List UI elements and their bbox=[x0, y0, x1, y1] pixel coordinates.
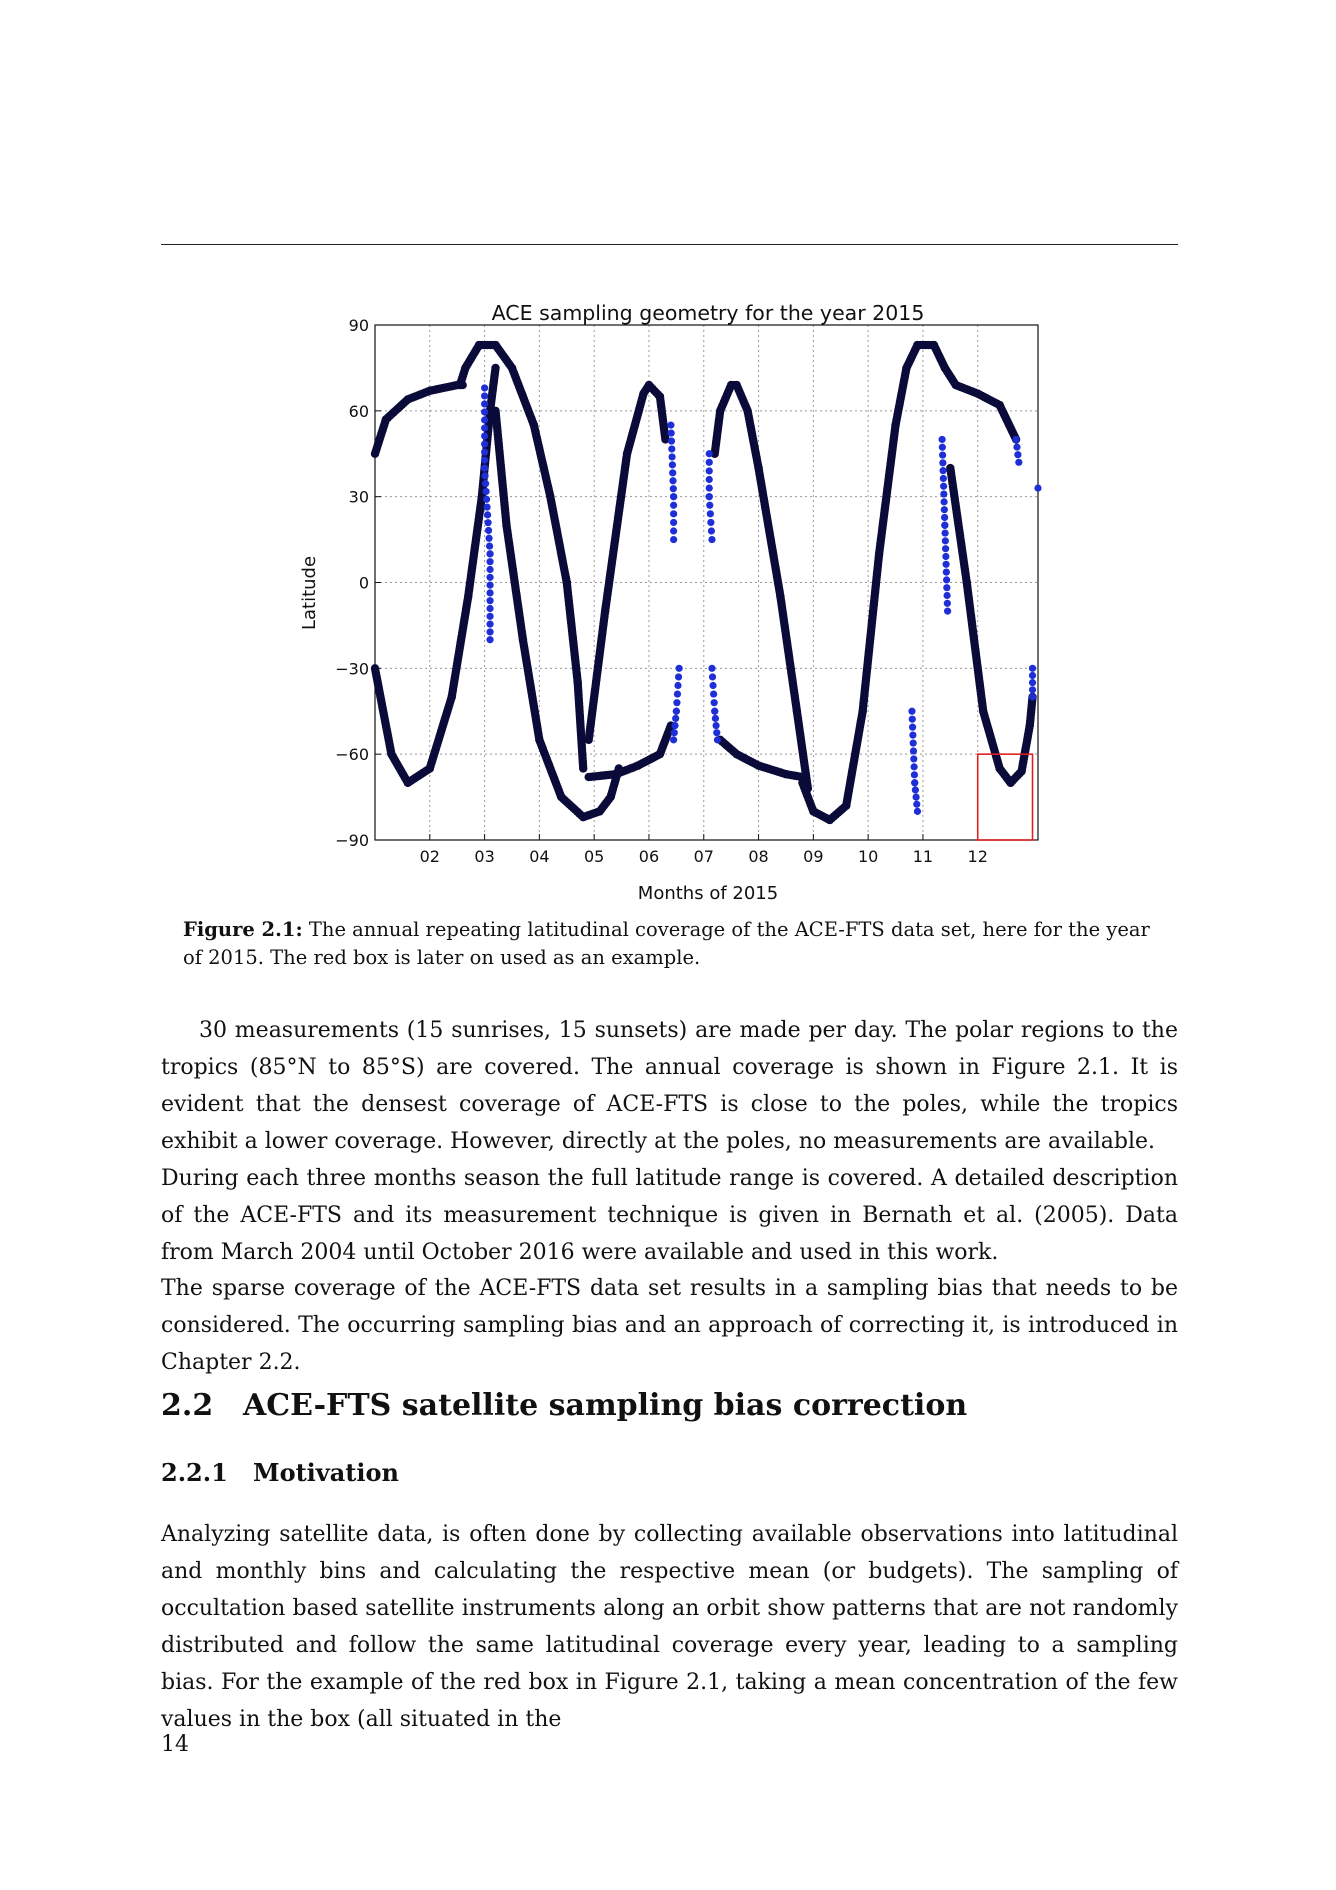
sparse-data-point bbox=[912, 786, 919, 793]
x-tick-label: 09 bbox=[803, 847, 824, 866]
sparse-data-point bbox=[911, 771, 918, 778]
sparse-data-point bbox=[706, 484, 713, 491]
sparse-data-point bbox=[714, 736, 721, 743]
sparse-data-point bbox=[669, 461, 676, 468]
subsection-heading bbox=[161, 1458, 399, 1487]
sparse-data-point bbox=[670, 519, 677, 526]
sparse-data-point bbox=[942, 561, 949, 568]
data-point bbox=[491, 364, 499, 372]
sparse-data-point bbox=[486, 589, 493, 596]
sparse-data-point bbox=[939, 459, 946, 466]
sparse-data-point bbox=[486, 628, 493, 635]
sparse-data-point bbox=[913, 801, 920, 808]
sparse-data-point bbox=[484, 511, 491, 518]
sparse-data-point bbox=[669, 453, 676, 460]
sparse-data-point bbox=[711, 699, 718, 706]
paragraph-sparse-coverage: The sparse coverage of the ACE-FTS data set results in a sampling bias that needs to be considered. The occurring sampling bias and an approach of correcting it, is introduced in Chapter 2.2. bbox=[161, 1276, 1178, 1375]
sparse-data-point bbox=[481, 440, 488, 447]
x-tick-label: 11 bbox=[912, 847, 934, 866]
sparse-data-point bbox=[942, 537, 949, 544]
sparse-data-point bbox=[712, 722, 719, 729]
sparse-data-point bbox=[1013, 443, 1020, 450]
sparse-data-point bbox=[670, 502, 677, 509]
sparse-data-point bbox=[486, 636, 493, 643]
sparse-data-point bbox=[668, 429, 675, 436]
x-tick-label: 08 bbox=[748, 847, 769, 866]
sparse-data-point bbox=[481, 424, 488, 431]
sparse-data-point bbox=[709, 682, 716, 689]
sparse-data-point bbox=[912, 793, 919, 800]
sparse-data-point bbox=[943, 584, 950, 591]
x-tick-label: 04 bbox=[529, 847, 550, 866]
chart-title: ACE sampling geometry for the year 2015 bbox=[491, 301, 925, 325]
sparse-data-point bbox=[940, 483, 947, 490]
sparse-data-point bbox=[910, 755, 917, 762]
section-heading bbox=[161, 1388, 967, 1423]
sparse-data-point bbox=[669, 477, 676, 484]
sparse-data-point bbox=[486, 550, 493, 557]
sparse-data-point bbox=[674, 690, 681, 697]
sparse-data-point bbox=[910, 739, 917, 746]
sparse-data-point bbox=[670, 510, 677, 517]
sparse-data-point bbox=[484, 519, 491, 526]
figure-2-1-chart bbox=[0, 0, 1336, 900]
sparse-data-point bbox=[943, 592, 950, 599]
sparse-data-point bbox=[940, 467, 947, 474]
paragraph-seasons: During each three months season the full latitude range is covered. A detailed description of the ACE-FTS and its measurement technique is given in Bernath et al. (2005). Data from March 2004 until October 2016 were available and used in this work. bbox=[161, 1166, 1178, 1265]
sparse-data-point bbox=[708, 665, 715, 672]
section-title: ACE-FTS satellite sampling bias correction bbox=[243, 1388, 968, 1423]
sparse-data-point bbox=[707, 519, 714, 526]
sparse-data-point bbox=[481, 464, 488, 471]
sparse-data-point bbox=[481, 432, 488, 439]
sparse-data-point bbox=[481, 448, 488, 455]
sparse-data-point bbox=[669, 469, 676, 476]
figure-caption bbox=[183, 916, 1155, 972]
sparse-data-point bbox=[944, 600, 951, 607]
sparse-data-point bbox=[672, 715, 679, 722]
x-tick-label: 07 bbox=[693, 847, 714, 866]
sparse-data-point bbox=[486, 605, 493, 612]
sparse-data-point bbox=[942, 529, 949, 536]
sparse-data-point bbox=[940, 490, 947, 497]
data-point bbox=[579, 764, 587, 772]
y-tick-label: 30 bbox=[348, 487, 369, 507]
sparse-data-point bbox=[941, 514, 948, 521]
sparse-data-point bbox=[911, 779, 918, 786]
sparse-data-point bbox=[941, 506, 948, 513]
sparse-data-point bbox=[482, 488, 489, 495]
sparse-data-point bbox=[485, 527, 492, 534]
sparse-data-point bbox=[481, 472, 488, 479]
sparse-data-point bbox=[486, 621, 493, 628]
sparse-data-point bbox=[676, 665, 683, 672]
sparse-data-point bbox=[942, 545, 949, 552]
sparse-data-point bbox=[670, 485, 677, 492]
sparse-data-point bbox=[1029, 665, 1036, 672]
y-tick-label: −60 bbox=[335, 745, 369, 765]
y-tick-label: 0 bbox=[358, 573, 369, 593]
x-tick-label: 12 bbox=[967, 847, 988, 866]
sparse-data-point bbox=[674, 682, 681, 689]
sparse-data-point bbox=[670, 493, 677, 500]
sparse-data-point bbox=[482, 480, 489, 487]
sparse-data-point bbox=[706, 502, 713, 509]
sparse-data-point bbox=[914, 808, 921, 815]
sparse-data-point bbox=[486, 566, 493, 573]
sparse-data-point bbox=[943, 576, 950, 583]
sparse-data-point bbox=[706, 467, 713, 474]
sparse-data-point bbox=[944, 608, 951, 615]
sparse-data-point bbox=[710, 690, 717, 697]
sparse-data-point bbox=[1029, 679, 1036, 686]
y-tick-label: −30 bbox=[335, 659, 369, 679]
sparse-data-point bbox=[939, 451, 946, 458]
sparse-data-point bbox=[909, 716, 916, 723]
x-tick-label: 02 bbox=[419, 847, 440, 866]
sparse-data-point bbox=[671, 722, 678, 729]
sparse-data-point bbox=[708, 536, 715, 543]
sparse-data-point bbox=[1012, 436, 1019, 443]
sparse-data-point bbox=[1014, 451, 1021, 458]
sparse-data-point bbox=[670, 527, 677, 534]
y-tick-label: −90 bbox=[335, 831, 369, 850]
sparse-data-point bbox=[707, 510, 714, 517]
page-number: 14 bbox=[161, 1732, 189, 1757]
sparse-data-point bbox=[485, 535, 492, 542]
sparse-data-point bbox=[706, 450, 713, 457]
sparse-data-point bbox=[673, 708, 680, 715]
sparse-data-point bbox=[486, 582, 493, 589]
subsection-title: Motivation bbox=[253, 1458, 399, 1487]
sparse-data-point bbox=[908, 708, 915, 715]
sparse-data-point bbox=[1029, 693, 1036, 700]
sparse-data-point bbox=[709, 673, 716, 680]
sparse-data-point bbox=[481, 392, 488, 399]
sparse-data-point bbox=[1015, 459, 1022, 466]
paragraph-measurements: 30 measurements (15 sunrises, 15 sunsets) are made per day. The polar regions to the tropics (85°N to 85°S) are covered. The annual coverage is shown in Figure 2.1. It is evident that the densest coverage of ACE-FTS is close to the poles, while the tropics exhibit a lower coverage. However, directly at the poles, no measurements are available. bbox=[161, 1018, 1178, 1154]
sparse-data-point bbox=[942, 553, 949, 560]
subsection-number: 2.2.1 bbox=[161, 1458, 228, 1487]
sparse-data-point bbox=[711, 708, 718, 715]
sparse-data-point bbox=[1029, 672, 1036, 679]
plot-area bbox=[335, 316, 1041, 866]
sparse-data-point bbox=[486, 542, 493, 549]
chart-ylabel: Latitude bbox=[299, 555, 320, 631]
sparse-data-point bbox=[481, 416, 488, 423]
sparse-data-point bbox=[481, 384, 488, 391]
sparse-data-point bbox=[667, 422, 674, 429]
sparse-data-point bbox=[483, 496, 490, 503]
paragraph-motivation: Analyzing satellite data, is often done by collecting available observations into latitudinal and monthly bins and calculating the respective mean (or budgets). The sampling of occultation based satellite instruments along an orbit show patterns that are not randomly distributed and follow the same latitudinal coverage every year, leading to a sampling bias. For the example of the red box in Figure 2.1, taking a mean concentration of the few values in the box (all situated in the bbox=[161, 1522, 1178, 1732]
sparse-data-point bbox=[486, 558, 493, 565]
sparse-data-point bbox=[668, 437, 675, 444]
sparse-data-point bbox=[675, 673, 682, 680]
sparse-data-point bbox=[911, 763, 918, 770]
x-tick-label: 03 bbox=[474, 847, 495, 866]
sparse-data-point bbox=[483, 503, 490, 510]
sparse-data-point bbox=[909, 731, 916, 738]
x-tick-label: 10 bbox=[857, 847, 879, 866]
sparse-data-point bbox=[1034, 484, 1041, 491]
sparse-data-point bbox=[909, 724, 916, 731]
data-point bbox=[615, 764, 623, 772]
caption-text: The annual repeating latitudinal coverage of the ACE-FTS data set, here for the year of 2015. The red box is later on used as an example. bbox=[183, 918, 1150, 969]
sparse-data-point bbox=[481, 456, 488, 463]
sparse-data-point bbox=[713, 729, 720, 736]
sparse-data-point bbox=[706, 459, 713, 466]
sparse-data-point bbox=[673, 699, 680, 706]
sparse-data-point bbox=[940, 475, 947, 482]
sparse-data-point bbox=[670, 736, 677, 743]
sparse-data-point bbox=[910, 747, 917, 754]
x-tick-label: 05 bbox=[583, 847, 605, 866]
sparse-data-point bbox=[481, 408, 488, 415]
sparse-data-point bbox=[708, 527, 715, 534]
sparse-data-point bbox=[486, 613, 493, 620]
chart-xlabel: Months of 2015 bbox=[637, 883, 779, 900]
y-tick-label: 90 bbox=[348, 316, 369, 335]
sparse-data-point bbox=[943, 568, 950, 575]
sparse-data-point bbox=[668, 445, 675, 452]
sparse-data-point bbox=[1029, 686, 1036, 693]
sparse-data-point bbox=[941, 522, 948, 529]
sparse-data-point bbox=[486, 574, 493, 581]
sparse-data-point bbox=[706, 493, 713, 500]
section-number: 2.2 bbox=[161, 1388, 214, 1423]
sparse-data-point bbox=[481, 400, 488, 407]
caption-label: Figure 2.1: bbox=[183, 918, 303, 941]
sparse-data-point bbox=[712, 715, 719, 722]
sparse-data-point bbox=[939, 444, 946, 451]
sparse-data-point bbox=[939, 436, 946, 443]
sparse-data-point bbox=[706, 476, 713, 483]
sparse-data-point bbox=[486, 597, 493, 604]
sparse-data-point bbox=[941, 498, 948, 505]
sparse-data-point bbox=[670, 536, 677, 543]
x-tick-label: 06 bbox=[638, 847, 660, 866]
y-tick-label: 60 bbox=[348, 401, 369, 421]
sparse-data-point bbox=[671, 729, 678, 736]
